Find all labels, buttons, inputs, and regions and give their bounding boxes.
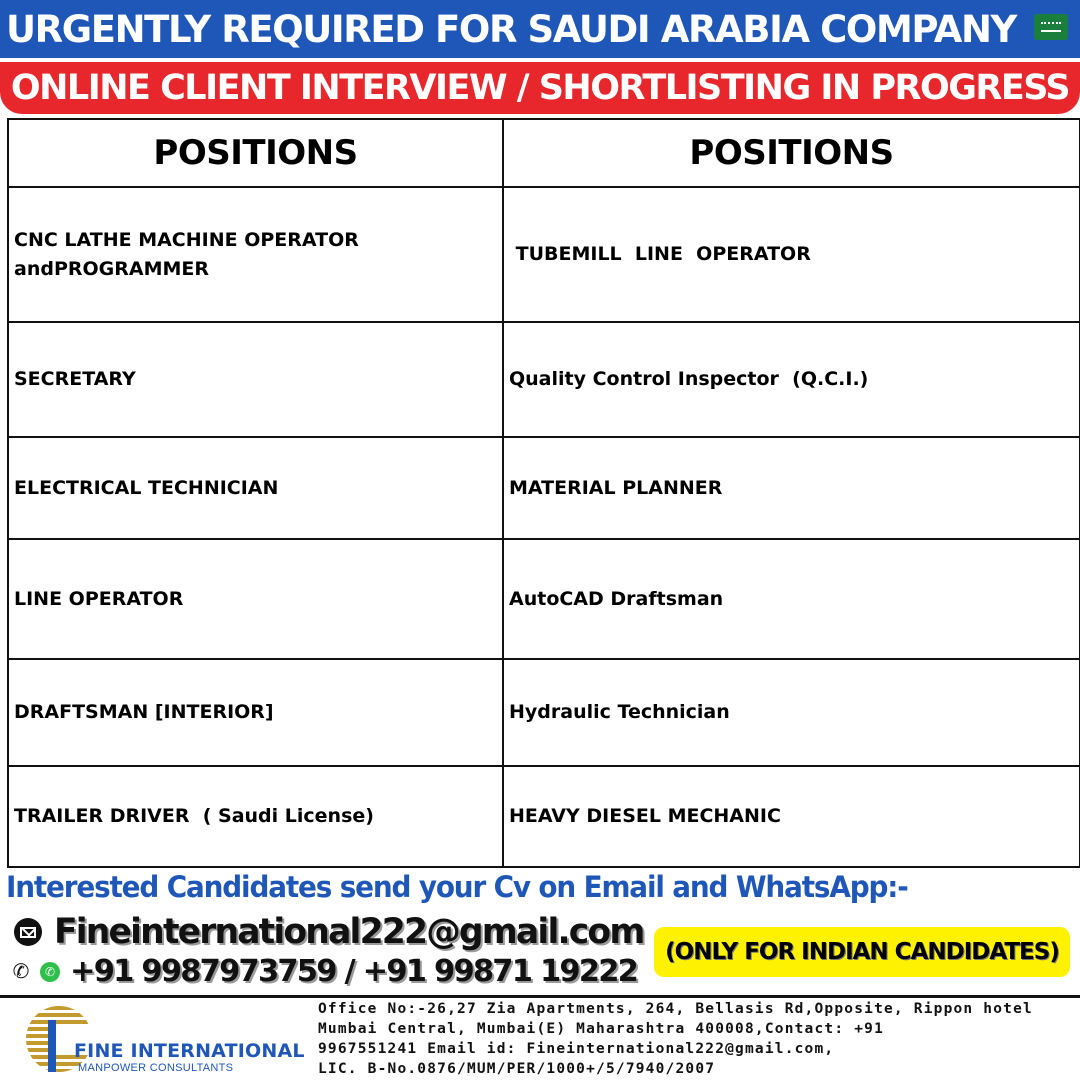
position-cell: SECRETARY [8,322,503,437]
phone-numbers[interactable]: +91 9987973759 / +91 99871 19222 [70,954,638,989]
positions-table [7,118,1080,868]
position-cell: TRAILER DRIVER ( Saudi License) [8,766,503,867]
office-address [318,999,1078,1079]
table-row [8,659,1080,766]
contact-intro: Interested Candidates send your Cv on Email and WhatsApp:- [6,870,908,904]
table-row [8,539,1080,659]
position-cell: LINE OPERATOR [8,539,503,659]
whatsapp-icon: ✆ [40,962,60,982]
position-cell: AutoCAD Draftsman [503,539,1080,659]
subtitle-banner [0,62,1080,114]
eligibility-badge [654,927,1070,977]
address-line: 9967551241 Email id: Fineinternational222@gmail.com, [318,1041,835,1057]
table-header-row [8,119,1080,187]
company-logo [24,1004,304,1076]
table-row [8,437,1080,539]
footer-divider [0,995,1080,998]
position-cell: DRAFTSMAN [INTERIOR] [8,659,503,766]
eligibility-note: (ONLY FOR INDIAN CANDIDATES) [665,939,1059,965]
position-cell: HEAVY DIESEL MECHANIC [503,766,1080,867]
phone-contact [12,954,637,989]
position-cell: Quality Control Inspector (Q.C.I.) [503,322,1080,437]
title-banner [0,0,1080,58]
position-cell: CNC LATHE MACHINE OPERATOR andPROGRAMMER [8,187,503,322]
table-row [8,187,1080,322]
mail-icon [14,918,42,946]
position-cell: ELECTRICAL TECHNICIAN [8,437,503,539]
saudi-flag-icon [1034,14,1068,40]
position-cell: MATERIAL PLANNER [503,437,1080,539]
address-line: LIC. B-No.0876/MUM/PER/1000+/5/7940/2007 [318,1061,716,1077]
email-contact [14,912,643,952]
column-header: POSITIONS [503,119,1080,187]
page-title: URGENTLY REQUIRED FOR SAUDI ARABIA COMPANY [6,7,1016,51]
company-name: FINE INTERNATIONAL [74,1040,305,1062]
page-subtitle: ONLINE CLIENT INTERVIEW / SHORTLISTING IN PROGRESS [10,68,1070,108]
table-row [8,766,1080,867]
position-cell: TUBEMILL LINE OPERATOR [503,187,1080,322]
phone-icon: ✆ [12,961,30,983]
column-header: POSITIONS [8,119,503,187]
table-row [8,322,1080,437]
email-link[interactable]: Fineinternational222@gmail.com [54,912,644,952]
company-tagline: MANPOWER CONSULTANTS [78,1062,234,1074]
address-line: Mumbai Central, Mumbai(E) Maharashtra 400008,Contact: +91 [318,1021,884,1037]
address-line: Office No:-26,27 Zia Apartments, 264, Bellasis Rd,Opposite, Rippon hotel [318,1001,1033,1017]
position-cell: Hydraulic Technician [503,659,1080,766]
